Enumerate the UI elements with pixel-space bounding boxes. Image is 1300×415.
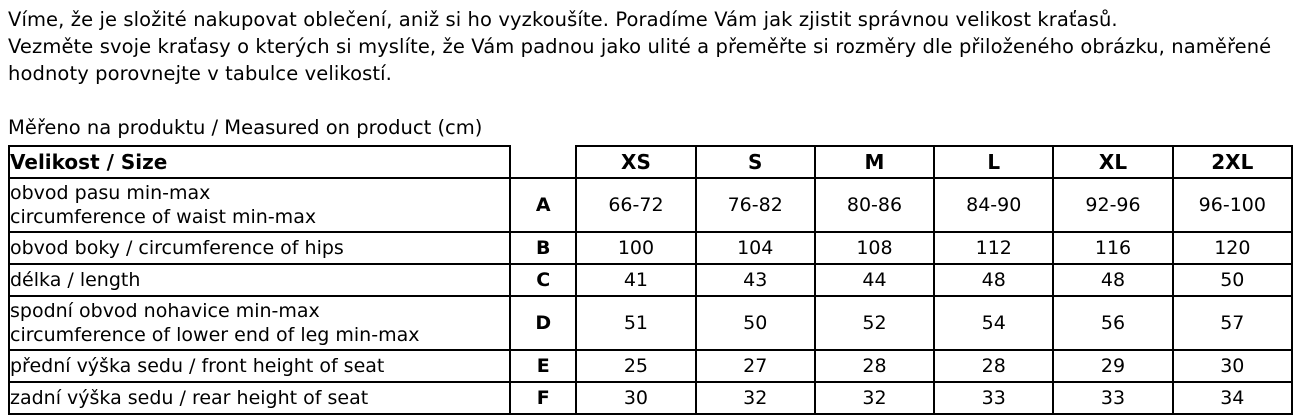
cell-s: 76-82 (696, 178, 815, 232)
intro-line-3: hodnoty porovnejte v tabulce velikostí. (8, 62, 392, 85)
header-size-s: S (696, 146, 815, 178)
cell-xl: 33 (1053, 382, 1172, 414)
cell-xl: 56 (1053, 296, 1172, 350)
table-header-row (9, 146, 1292, 178)
table-row (9, 264, 1292, 296)
cell-xs: 66-72 (576, 178, 695, 232)
table-row (9, 350, 1292, 382)
row-label-line-2: circumference of waist min-max (10, 206, 317, 228)
row-label-rear-rise: zadní výška sedu / rear height of seat (9, 382, 510, 414)
cell-2xl: 120 (1173, 232, 1292, 264)
cell-s: 27 (696, 350, 815, 382)
intro-line-1: Víme, že je složité nakupovat oblečení, aniž si ho vyzkoušíte. Poradíme Vám jak zjistit správnou velikost kraťasů. (8, 8, 1118, 31)
cell-2xl: 30 (1173, 350, 1292, 382)
cell-s: 104 (696, 232, 815, 264)
cell-xl: 29 (1053, 350, 1172, 382)
cell-2xl: 34 (1173, 382, 1292, 414)
cell-l: 54 (934, 296, 1053, 350)
cell-xs: 30 (576, 382, 695, 414)
header-size-label: Velikost / Size (9, 146, 510, 178)
header-size-m: M (815, 146, 934, 178)
cell-m: 108 (815, 232, 934, 264)
measured-note: Měřeno na produktu / Measured on product (cm) (8, 116, 483, 139)
row-code: F (510, 382, 576, 414)
cell-m: 44 (815, 264, 934, 296)
cell-xl: 116 (1053, 232, 1172, 264)
header-size-l: L (934, 146, 1053, 178)
header-size-xs: XS (576, 146, 695, 178)
cell-xs: 51 (576, 296, 695, 350)
table-row (9, 178, 1292, 232)
cell-xs: 100 (576, 232, 695, 264)
cell-2xl: 57 (1173, 296, 1292, 350)
intro-line-2: Vezměte svoje kraťasy o kterých si myslíte, že Vám padnou jako ulité a přeměřte si rozměry dle přiloženého obrázku, naměřené (8, 35, 1272, 58)
cell-xs: 25 (576, 350, 695, 382)
cell-2xl: 50 (1173, 264, 1292, 296)
cell-m: 52 (815, 296, 934, 350)
row-label-hips: obvod boky / circumference of hips (9, 232, 510, 264)
cell-l: 33 (934, 382, 1053, 414)
row-label-leg-opening (9, 296, 510, 350)
row-code: B (510, 232, 576, 264)
row-code: D (510, 296, 576, 350)
row-label-waist (9, 178, 510, 232)
header-code-blank (510, 146, 576, 178)
row-label-line-1: obvod pasu min-max (10, 182, 211, 204)
cell-l: 28 (934, 350, 1053, 382)
cell-xl: 92-96 (1053, 178, 1172, 232)
cell-l: 112 (934, 232, 1053, 264)
cell-s: 32 (696, 382, 815, 414)
table-row (9, 382, 1292, 414)
cell-l: 48 (934, 264, 1053, 296)
table-row (9, 296, 1292, 350)
cell-l: 84-90 (934, 178, 1053, 232)
cell-xl: 48 (1053, 264, 1172, 296)
cell-2xl: 96-100 (1173, 178, 1292, 232)
row-code: A (510, 178, 576, 232)
cell-s: 50 (696, 296, 815, 350)
cell-m: 80-86 (815, 178, 934, 232)
cell-s: 43 (696, 264, 815, 296)
row-code: C (510, 264, 576, 296)
table-row (9, 232, 1292, 264)
row-label-line-2: circumference of lower end of leg min-max (10, 324, 420, 346)
header-size-xl: XL (1053, 146, 1172, 178)
cell-m: 32 (815, 382, 934, 414)
size-table (8, 145, 1293, 415)
row-label-length: délka / length (9, 264, 510, 296)
intro-text (8, 6, 1292, 87)
row-code: E (510, 350, 576, 382)
cell-m: 28 (815, 350, 934, 382)
cell-xs: 41 (576, 264, 695, 296)
header-size-2xl: 2XL (1173, 146, 1292, 178)
row-label-line-1: spodní obvod nohavice min-max (10, 300, 320, 322)
row-label-front-rise: přední výška sedu / front height of seat (9, 350, 510, 382)
